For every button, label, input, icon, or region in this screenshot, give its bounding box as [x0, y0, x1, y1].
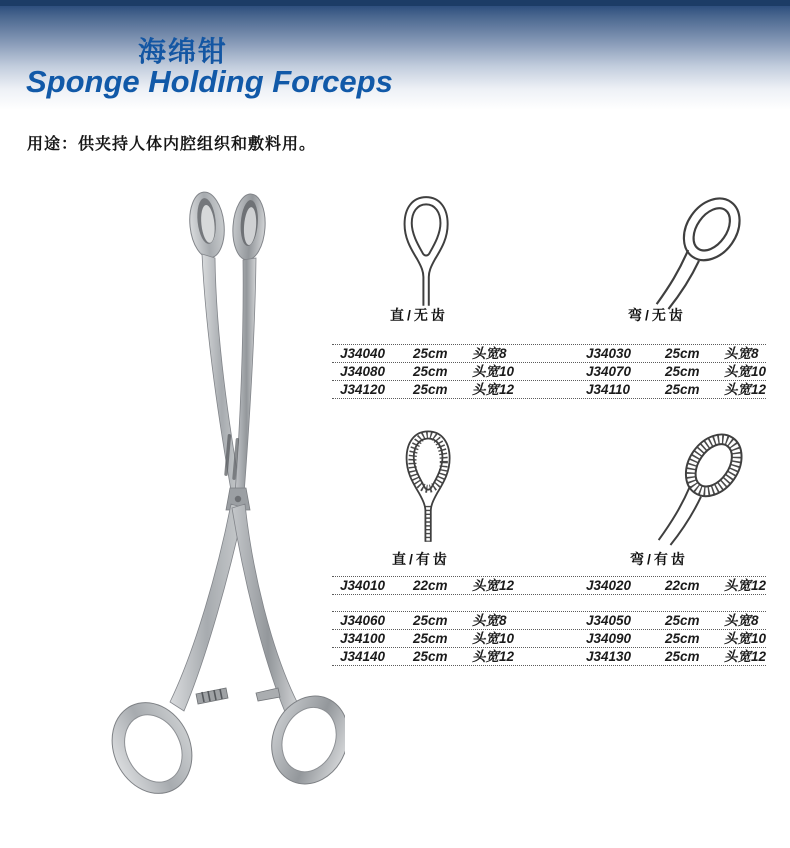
- product-code: J34080: [340, 364, 386, 379]
- product-length: 25cm: [413, 346, 448, 361]
- head-width: 头宽12: [724, 382, 767, 397]
- spec-table-with-teeth-25cm: [332, 611, 766, 666]
- right-handle-arm: [232, 504, 298, 712]
- left-jaw-loop: [187, 190, 228, 259]
- product-code: J34050: [586, 613, 632, 628]
- table-row: [332, 611, 766, 629]
- left-handle-arm: [170, 504, 244, 711]
- product-code: J34120: [340, 382, 386, 397]
- product-length: 25cm: [413, 382, 448, 397]
- table-row: [332, 576, 766, 595]
- product-code: J34010: [340, 578, 386, 593]
- product-length: 25cm: [665, 613, 700, 628]
- head-width: 头宽8: [472, 346, 507, 361]
- usage-description: 用途：供夹持人体内腔组织和敷料用。: [27, 136, 317, 153]
- table-row: [332, 380, 766, 399]
- product-length: 22cm: [413, 578, 448, 593]
- head-width: 头宽12: [472, 382, 515, 397]
- page-title-english: Sponge Holding Forceps: [26, 64, 393, 99]
- product-code: J34100: [340, 631, 386, 646]
- product-length: 25cm: [665, 364, 700, 379]
- straight-serrated-tip-drawing: [394, 428, 464, 546]
- left-finger-ring: [110, 689, 207, 807]
- product-length: 22cm: [665, 578, 700, 593]
- product-code: J34070: [586, 364, 632, 379]
- head-width: 头宽8: [724, 346, 759, 361]
- curved-serrated-tip-drawing: [640, 426, 755, 546]
- head-width: 头宽8: [472, 613, 507, 628]
- spec-table-no-teeth: [332, 344, 766, 399]
- product-code: J34040: [340, 346, 386, 361]
- head-width: 头宽10: [724, 364, 767, 379]
- table-row: [332, 362, 766, 380]
- straight-smooth-tip-drawing: [392, 194, 462, 308]
- product-code: J34110: [586, 382, 631, 397]
- head-width: 头宽12: [472, 578, 515, 593]
- head-width: 头宽12: [724, 649, 767, 664]
- variant-label-curved-with-teeth: 弯/有齿: [630, 551, 688, 567]
- page-title-chinese: 海绵钳: [138, 36, 229, 67]
- product-code: J34030: [586, 346, 632, 361]
- table-row: [332, 647, 766, 666]
- spec-table-with-teeth-22cm: [332, 576, 766, 595]
- head-width: 头宽12: [472, 649, 515, 664]
- product-length: 25cm: [665, 631, 700, 646]
- ratchet: [196, 688, 280, 704]
- product-code: J34060: [340, 613, 386, 628]
- product-code: J34130: [586, 649, 632, 664]
- right-shaft: [235, 258, 256, 494]
- product-length: 25cm: [665, 382, 700, 397]
- variant-label-straight-with-teeth: 直/有齿: [392, 551, 450, 567]
- product-length: 25cm: [665, 649, 700, 664]
- table-row: [332, 344, 766, 362]
- head-width: 头宽10: [472, 364, 515, 379]
- head-width: 头宽10: [724, 631, 767, 646]
- right-jaw-loop: [231, 193, 268, 261]
- product-code: J34140: [340, 649, 386, 664]
- product-code: J34020: [586, 578, 632, 593]
- product-length: 25cm: [413, 649, 448, 664]
- variant-label-straight-no-teeth: 直/无齿: [390, 307, 448, 323]
- head-width: 头宽10: [472, 631, 515, 646]
- head-width: 头宽8: [724, 613, 759, 628]
- table-row: [332, 629, 766, 647]
- right-finger-ring: [259, 684, 345, 795]
- curved-smooth-tip-drawing: [638, 190, 753, 310]
- sponge-holding-forceps-photo: [110, 188, 345, 836]
- product-length: 25cm: [413, 613, 448, 628]
- product-code: J34090: [586, 631, 632, 646]
- product-length: 25cm: [413, 364, 448, 379]
- product-length: 25cm: [413, 631, 448, 646]
- head-width: 头宽12: [724, 578, 767, 593]
- variant-label-curved-no-teeth: 弯/无齿: [628, 307, 686, 323]
- product-length: 25cm: [665, 346, 700, 361]
